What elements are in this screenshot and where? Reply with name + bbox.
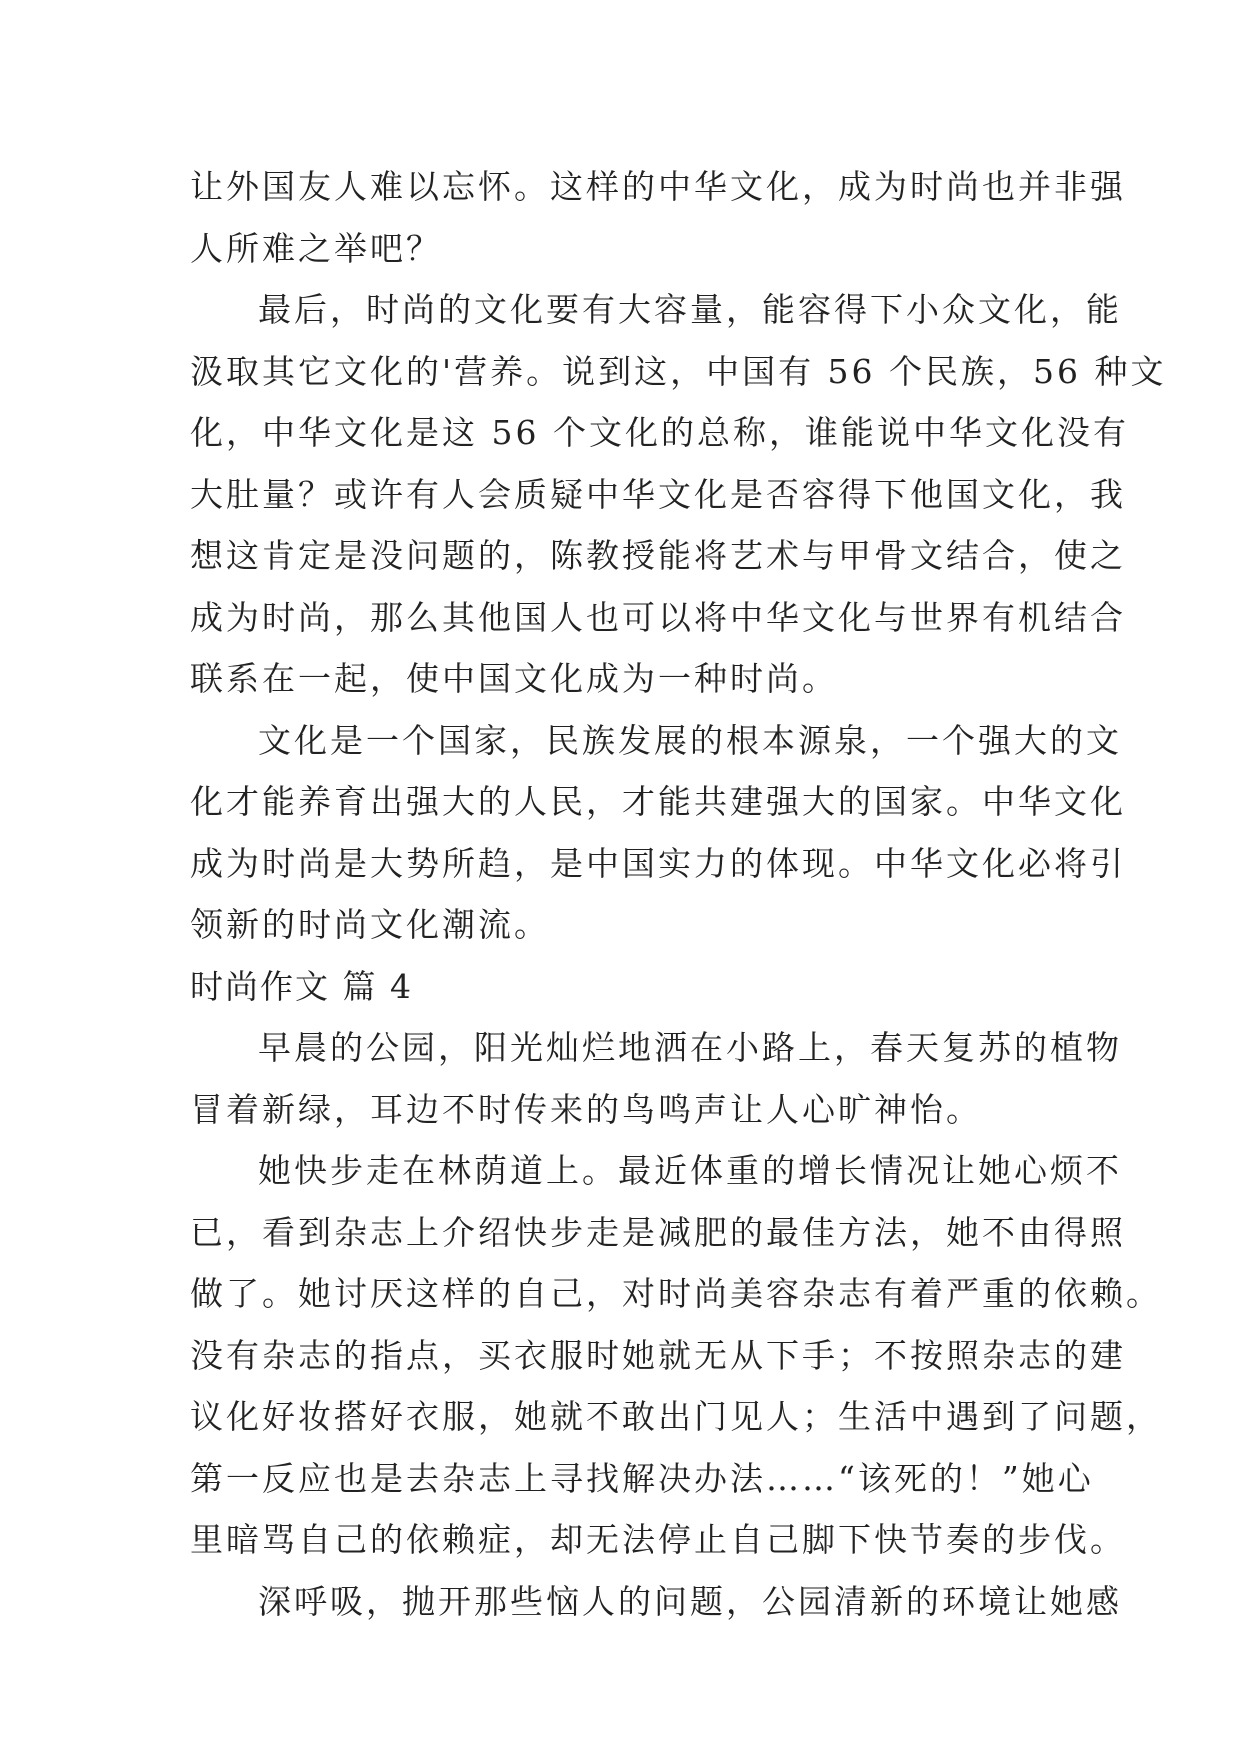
paragraph-start-line: 深呼吸，抛开那些恼人的问题，公园清新的环境让她感 xyxy=(258,1581,1122,1621)
text-line: 成为时尚是大势所趋，是中国实力的体现。中华文化必将引 xyxy=(190,843,1126,883)
text-line: 化才能养育出强大的人民，才能共建强大的国家。中华文化 xyxy=(190,782,1126,821)
text-line: 让外国友人难以忘怀。这样的中华文化，成为时尚也并非强 xyxy=(190,167,1126,206)
paragraph-start-line: 文化是一个国家，民族发展的根本源泉，一个强大的文 xyxy=(258,720,1122,760)
text-line: 里暗骂自己的依赖症，却无法停止自己脚下快节奏的步伐。 xyxy=(190,1520,1126,1559)
paragraph-start-line: 最后，时尚的文化要有大容量，能容得下小众文化，能 xyxy=(258,290,1122,329)
text-line: 第一反应也是去杂志上寻找解决办法……“该死的！”她心 xyxy=(190,1458,1094,1498)
section-heading: 时尚作文 篇 4 xyxy=(190,966,413,1006)
text-line: 化，中华文化是这 56 个文化的总称，谁能说中华文化没有 xyxy=(190,413,1129,452)
text-line: 成为时尚，那么其他国人也可以将中华文化与世界有机结合 xyxy=(190,597,1126,637)
paragraph-start-line: 她快步走在林荫道上。最近体重的增长情况让她心烦不 xyxy=(258,1151,1122,1190)
text-line: 大肚量？或许有人会质疑中华文化是否容得下他国文化，我 xyxy=(190,474,1126,514)
text-line: 想这肯定是没问题的，陈教授能将艺术与甲骨文结合，使之 xyxy=(190,536,1126,575)
text-line: 做了。她讨厌这样的自己，对时尚美容杂志有着严重的依赖。 xyxy=(190,1274,1162,1313)
text-line: 已，看到杂志上介绍快步走是减肥的最佳方法，她不由得照 xyxy=(190,1212,1126,1252)
text-line: 没有杂志的指点，买衣服时她就无从下手；不按照杂志的建 xyxy=(190,1335,1126,1375)
text-line: 冒着新绿，耳边不时传来的鸟鸣声让人心旷神怡。 xyxy=(190,1089,982,1129)
text-line: 人所难之举吧？ xyxy=(190,228,442,268)
text-line: 汲取其它文化的'营养。说到这，中国有 56 个民族，56 种文 xyxy=(190,351,1167,391)
paragraph-start-line: 早晨的公园，阳光灿烂地洒在小路上，春天复苏的植物 xyxy=(258,1028,1122,1067)
text-line: 联系在一起，使中国文化成为一种时尚。 xyxy=(190,659,838,698)
text-line: 议化好妆搭好衣服，她就不敢出门见人；生活中遇到了问题， xyxy=(190,1397,1162,1436)
body-text xyxy=(190,156,1167,1632)
text-line: 领新的时尚文化潮流。 xyxy=(190,905,550,944)
